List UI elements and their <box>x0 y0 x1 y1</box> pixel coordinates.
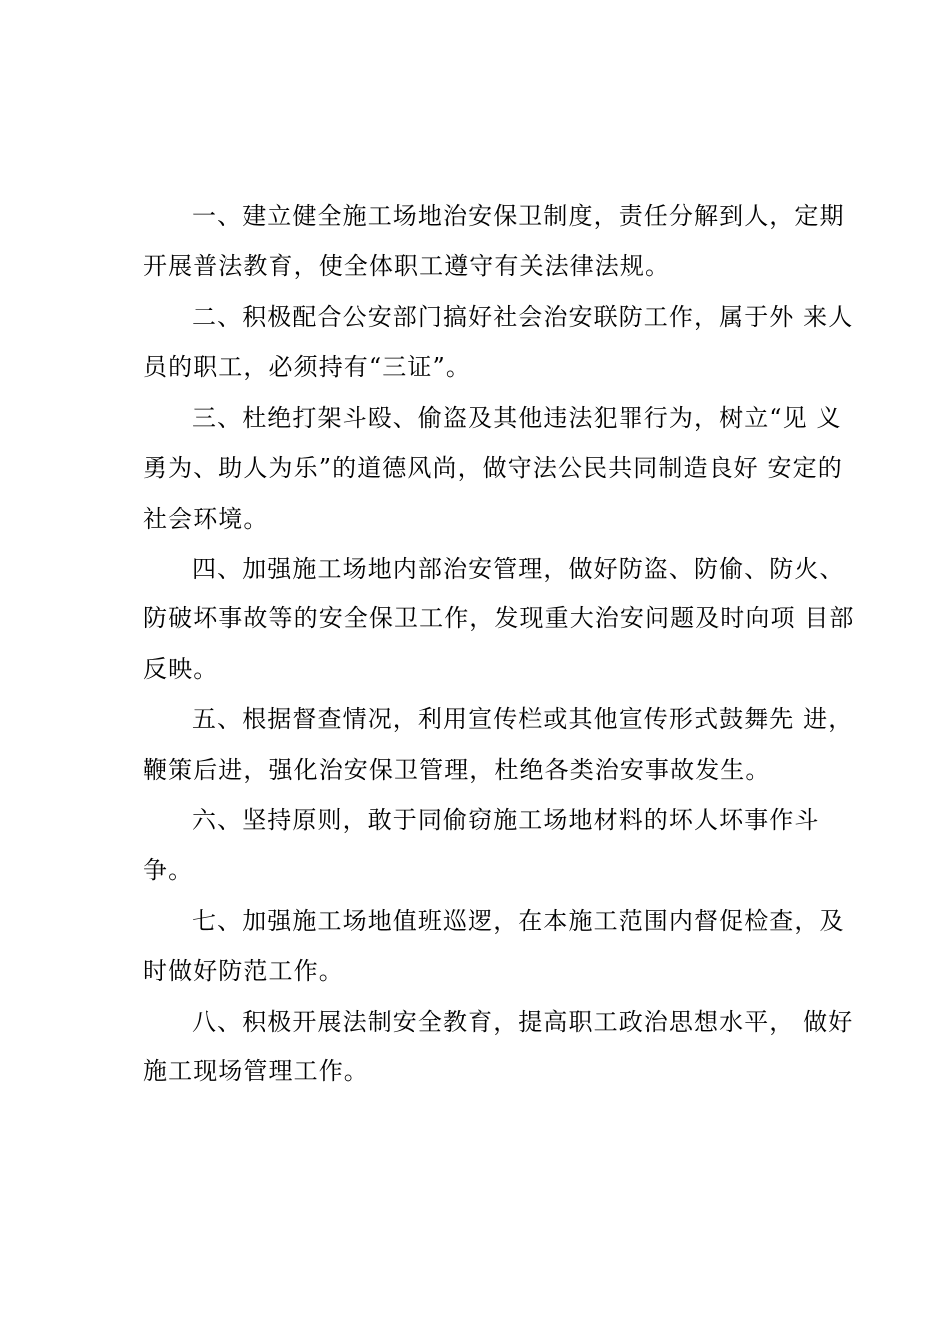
paragraph-6-line-2: 争。 <box>143 856 194 884</box>
paragraph-1-line-1: 一、建立健全施工场地治安保卫制度，责任分解到人，定期 <box>192 202 845 230</box>
paragraph-8-line-1: 八、积极开展法制安全教育，提高职工政治思想水平， 做好 <box>192 1008 854 1036</box>
paragraph-7-line-2: 时做好防范工作。 <box>143 957 344 985</box>
paragraph-4-line-2: 防破坏事故等的安全保卫工作，发现重大治安问题及时向项 目部 <box>143 604 855 632</box>
paragraph-7-line-1: 七、加强施工场地值班巡逻，在本施工范围内督促检查，及 <box>192 907 845 935</box>
paragraph-5-line-2: 鞭策后进，强化治安保卫管理，杜绝各类治安事故发生。 <box>143 756 771 784</box>
paragraph-8-line-2: 施工现场管理工作。 <box>143 1057 369 1085</box>
paragraph-6-line-1: 六、坚持原则，敢于同偷窃施工场地材料的坏人坏事作斗 <box>192 806 820 834</box>
paragraph-5-line-1: 五、根据督查情况，利用宣传栏或其他宣传形式鼓舞先 进， <box>192 705 854 733</box>
paragraph-3-line-3: 社会环境。 <box>143 505 269 533</box>
paragraph-4-line-3: 反映。 <box>143 655 219 683</box>
paragraph-2-line-1: 二、积极配合公安部门搞好社会治安联防工作，属于外 来人 <box>192 303 854 331</box>
paragraph-3-line-1: 三、杜绝打架斗殴、偷盗及其他违法犯罪行为，树立“见 义 <box>192 404 842 432</box>
paragraph-3-line-2: 勇为、助人为乐”的道德风尚，做守法公民共同制造良好 安定的 <box>143 454 843 482</box>
paragraph-1-line-2: 开展普法教育，使全体职工遵守有关法律法规。 <box>143 252 671 280</box>
paragraph-2-line-2: 员的职工，必须持有“三证”。 <box>143 353 471 381</box>
paragraph-4-line-1: 四、加强施工场地内部治安管理，做好防盗、防偷、防火、 <box>192 555 845 583</box>
